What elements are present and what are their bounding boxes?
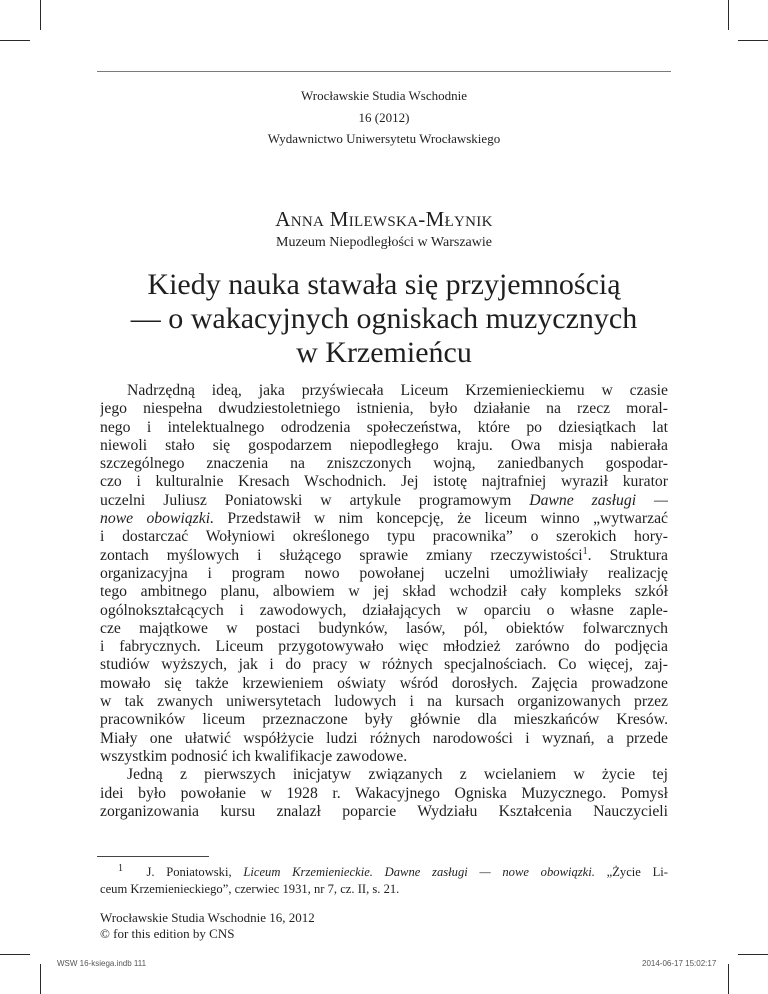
publisher: Wydawnictwo Uniwersytetu Wrocławskiego bbox=[267, 131, 501, 146]
crop-mark bbox=[40, 0, 41, 30]
copyright-journal: Wrocławskie Studia Wschodnie 16, 2012 bbox=[100, 910, 315, 925]
crop-mark bbox=[728, 964, 729, 994]
crop-mark bbox=[728, 0, 729, 30]
journal-name: Wrocławskie Studia Wschodnie bbox=[300, 88, 468, 103]
author-affiliation: Muzeum Niepodległości w Warszawie bbox=[276, 235, 492, 250]
footnote: $^1$ J. Poniatowski, Liceum Krzemienieckie. Dawne zasługi — nowe obowiązki. „Życie Li- ceum Krzemienieckiego”, czerwiec 1931, nr 7, cz. II, s. 21. bbox=[100, 864, 668, 896]
crop-mark bbox=[0, 40, 30, 41]
copyright-notice: © for this edition by CNS bbox=[100, 926, 235, 941]
footnote-number: 1 bbox=[118, 864, 123, 874]
header-rule bbox=[97, 71, 671, 72]
crop-mark bbox=[738, 954, 768, 955]
crop-mark bbox=[0, 954, 30, 955]
article-body: Nadrzędną ideą, jaka przyświecała Liceum Krzemienieckiemu w czasie jego niespełna dwudziestoletniego istnienia, było działanie na rzecz moral- nego i intelektualnego odrodzenia społeczeństwa, które po dziesiątkach lat niewoli stało się gospodarzem niepodległego kraju. Owa misja nabierała szczególnego znaczenia na zniszczonych wojną, zaniedbanych gospodar- czo i kulturalnie Kresach Wschodnich. Jej istotę najtrafniej wyraził kurator uczelni Juliusz Poniatowski w artykule programowym Dawne zasługi — nowe obowiązki. Przedstawił w nim koncepcję, że liceum winno „wytwarzać i dostarczać Wołyniowi określonego typu pracownika” o szerokich hory- zontach myślowych i służącego sprawie zmiany rzeczywistości$^1$. Struktura organizacyjna i program nowo powołanej uczelni umożliwiały realizację tego ambitnego planu, albowiem w jej skład wchodził cały kompleks szkół ogólnokształcących i zawodowych, działających w oparciu o własne zaple- cze majątkowe w postaci budynków, lasów, pól, obiektów folwarcznych i fabrycznych. Liceum przygotowywało więc młodzież zarówno do podjęcia studiów wyższych, jak i do pracy w różnych specjalnościach. Co więcej, zaj- mowało się także krzewieniem oświaty wśród dorosłych. Zajęcia prowadzone w tak zwanych uniwersytetach ludowych i na kursach organizowanych przez pracowników liceum przeznaczone były głównie dla mieszkańców Kresów. Miały one ułatwić współżycie ludzi różnych narodowości i wyznań, a przede wszystkim podnosić ich kwalifikacje zawodowe. Jedną z pierwszych inicjatyw związanych z wcielaniem w życie tej idei było powołanie w 1928 r. Wakacyjnego Ogniska Muzycznego. Pomysł zorganizowania kursu znalazł poparcie Wydziału Kształcenia Nauczycieli bbox=[100, 382, 668, 820]
footnote-ref[interactable]: 1 bbox=[582, 546, 588, 557]
crop-mark bbox=[738, 40, 768, 41]
footnote-rule bbox=[97, 856, 209, 857]
print-slug-date: 2014-06-17 15:02:17 bbox=[642, 959, 717, 968]
author-name: Anna Milewska-Młynik bbox=[275, 207, 493, 231]
journal-volume: 16 (2012) bbox=[358, 110, 410, 125]
article-title: Kiedy nauka stawała się przyjemnością — o wakacyjnych ogniskach muzycznych w Krzemieńcu bbox=[130, 268, 638, 369]
print-slug-file: WSW 16-ksiega.indb 111 bbox=[57, 959, 147, 968]
crop-mark bbox=[40, 964, 41, 994]
